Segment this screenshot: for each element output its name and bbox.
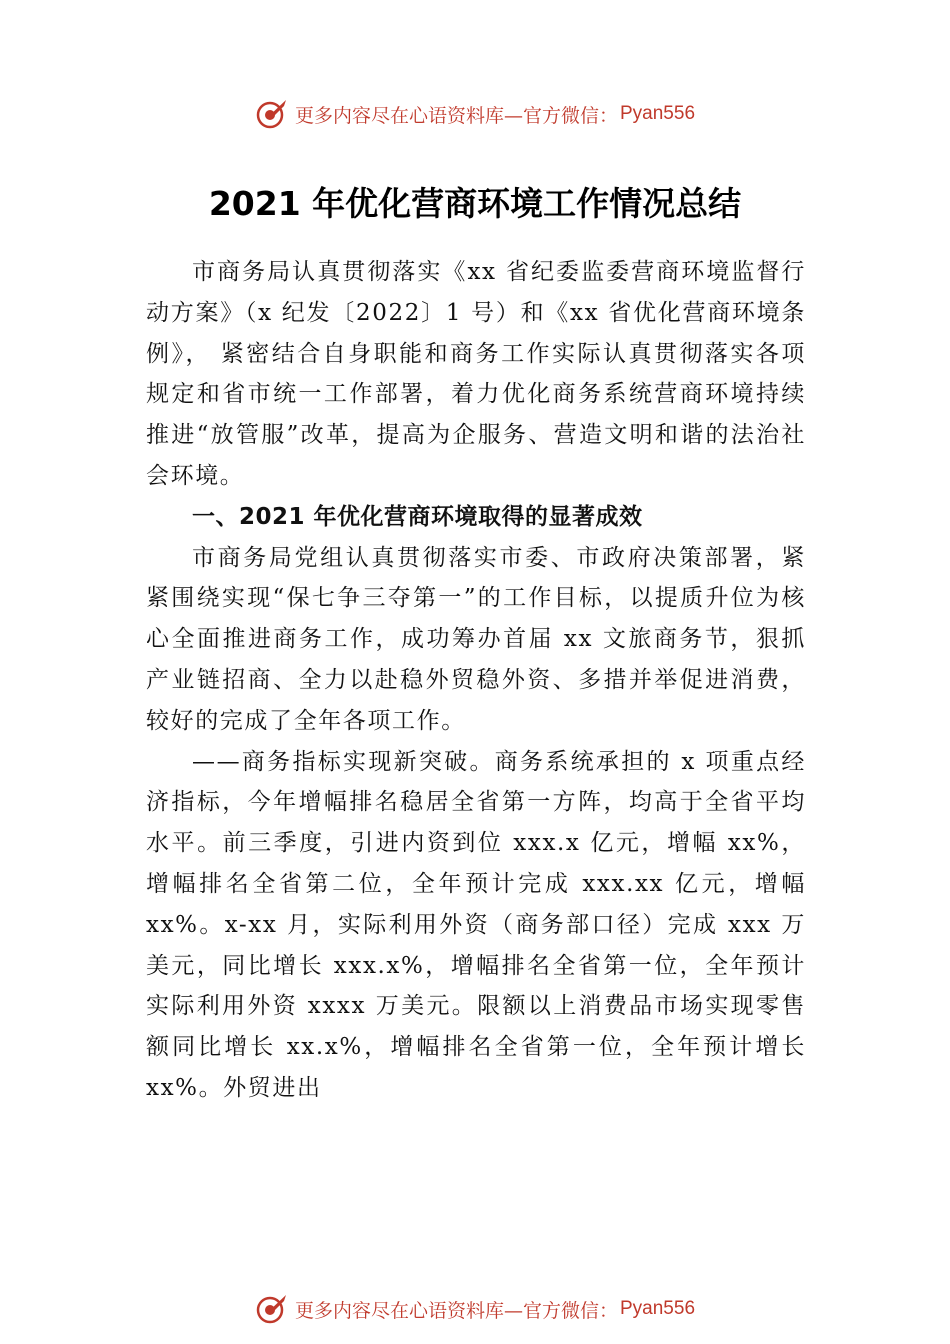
banner-text: 更多内容尽在心语资料库—官方微信： bbox=[294, 104, 618, 127]
banner-text: 更多内容尽在心语资料库—官方微信： bbox=[294, 1299, 618, 1322]
footer-banner bbox=[0, 1289, 950, 1329]
section-heading: 一、2021 年优化营商环境取得的显著成效 bbox=[192, 503, 643, 530]
banner-contact: Pyan556 bbox=[620, 1298, 696, 1319]
body-paragraph-indicators: ——商务指标实现新突破。商务系统承担的 x 项重点经济指标，今年增幅排名稳居全省第一方阵，均高于全省平均水平。前三季度，引进内资到位 xxx.x 亿元，增幅 xx%，增幅排名全省第二位，全年预计完成 xxx.xx 亿元，增幅 xx%。x-xx 月，实际利用外资（商务部口径）完成 xxx 万美元，同比增长 xxx.x%，增幅排名全省第一位，全年预计实际利用外资 xxxx 万美元。限额以上消费品市场实现零售额同比增长 xx.x%，增幅排名全省第一位，全年预计增长 xx%。外贸进出 bbox=[146, 748, 806, 1101]
quill-seal-icon bbox=[255, 97, 289, 131]
document-body bbox=[146, 252, 806, 1109]
body-paragraph: 市商务局党组认真贯彻落实市委、市政府决策部署，紧紧围绕实现“保七争三夺第一”的工作目标，以提质升位为核心全面推进商务工作，成功筹办首届 xx 文旅商务节，狠抓产业链招商、全力以赴稳外贸稳外资、多措并举促进消费，较好的完成了全年各项工作。 bbox=[146, 544, 806, 734]
header-banner bbox=[0, 94, 950, 134]
document-title: 2021 年优化营商环境工作情况总结 bbox=[208, 184, 742, 223]
banner-contact: Pyan556 bbox=[620, 103, 696, 124]
quill-seal-icon bbox=[255, 1292, 289, 1326]
intro-paragraph: 市商务局认真贯彻落实《xx 省纪委监委营商环境监督行动方案》（x 纪发〔2022〕1 号）和《xx 省优化营商环境条例》， 紧密结合自身职能和商务工作实际认真贯彻落实各项规定和省市统一工作部署，着力优化商务系统营商环境持续推进“放管服”改革，提高为企服务、营造文明和谐的法治社会环境。 bbox=[146, 259, 806, 489]
